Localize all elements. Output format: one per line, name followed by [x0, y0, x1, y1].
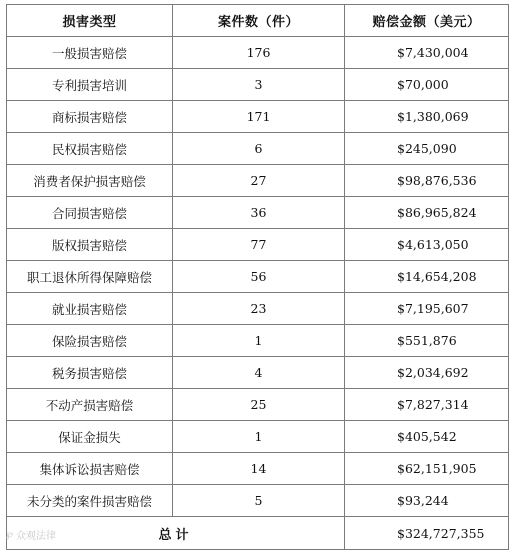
case-count-cell: 1: [173, 421, 345, 453]
table-body: [7, 37, 509, 550]
damages-table: [6, 4, 509, 550]
case-count-cell: 56: [173, 261, 345, 293]
case-count-cell: 5: [173, 485, 345, 517]
damages-table-container: [6, 4, 508, 550]
damage-type-cell: 专利损害培训: [7, 69, 173, 101]
compensation-amount-cell: $1,380,069: [345, 101, 509, 133]
compensation-amount-cell: $62,151,905: [345, 453, 509, 485]
total-row: [7, 517, 509, 550]
case-count-cell: 27: [173, 165, 345, 197]
damage-type-cell: 合同损害赔偿: [7, 197, 173, 229]
damage-type-cell: 职工退休所得保障赔偿: [7, 261, 173, 293]
compensation-amount-cell: $93,244: [345, 485, 509, 517]
table-row: [7, 325, 509, 357]
damage-type-cell: 未分类的案件损害赔偿: [7, 485, 173, 517]
compensation-amount-cell: $245,090: [345, 133, 509, 165]
damage-type-cell: 商标损害赔偿: [7, 101, 173, 133]
header-compensation-amount: 赔偿金额（美元）: [345, 5, 509, 37]
case-count-cell: 3: [173, 69, 345, 101]
case-count-cell: 25: [173, 389, 345, 421]
watermark: [6, 527, 56, 542]
case-count-cell: 23: [173, 293, 345, 325]
case-count-cell: 4: [173, 357, 345, 389]
table-row: [7, 261, 509, 293]
header-damage-type: 损害类型: [7, 5, 173, 37]
compensation-amount-cell: $551,876: [345, 325, 509, 357]
compensation-amount-cell: $4,613,050: [345, 229, 509, 261]
table-row: [7, 421, 509, 453]
table-row: [7, 37, 509, 69]
case-count-cell: 1: [173, 325, 345, 357]
compensation-amount-cell: $7,827,314: [345, 389, 509, 421]
damage-type-cell: 消费者保护损害赔偿: [7, 165, 173, 197]
total-amount: $324,727,355: [345, 517, 509, 550]
compensation-amount-cell: $98,876,536: [345, 165, 509, 197]
damage-type-cell: 就业损害赔偿: [7, 293, 173, 325]
compensation-amount-cell: $2,034,692: [345, 357, 509, 389]
table-row: [7, 229, 509, 261]
damage-type-cell: 版权损害赔偿: [7, 229, 173, 261]
damage-type-cell: 民权损害赔偿: [7, 133, 173, 165]
damage-type-cell: 税务损害赔偿: [7, 357, 173, 389]
compensation-amount-cell: $7,195,607: [345, 293, 509, 325]
compensation-amount-cell: $70,000: [345, 69, 509, 101]
case-count-cell: 36: [173, 197, 345, 229]
total-label: 总计: [7, 517, 345, 550]
watermark-text: 众观法律: [15, 531, 56, 542]
watermark-logo-icon: ℘: [6, 529, 13, 540]
damage-type-cell: 一般损害赔偿: [7, 37, 173, 69]
table-row: [7, 389, 509, 421]
damage-type-cell: 保险损害赔偿: [7, 325, 173, 357]
case-count-cell: 14: [173, 453, 345, 485]
damage-type-cell: 不动产损害赔偿: [7, 389, 173, 421]
damage-type-cell: 集体诉讼损害赔偿: [7, 453, 173, 485]
compensation-amount-cell: $7,430,004: [345, 37, 509, 69]
damage-type-cell: 保证金损失: [7, 421, 173, 453]
table-row: [7, 357, 509, 389]
case-count-cell: 77: [173, 229, 345, 261]
table-row: [7, 485, 509, 517]
case-count-cell: 6: [173, 133, 345, 165]
compensation-amount-cell: $405,542: [345, 421, 509, 453]
case-count-cell: 171: [173, 101, 345, 133]
table-row: [7, 69, 509, 101]
table-row: [7, 101, 509, 133]
table-row: [7, 453, 509, 485]
table-row: [7, 133, 509, 165]
table-row: [7, 293, 509, 325]
table-row: [7, 197, 509, 229]
table-row: [7, 165, 509, 197]
compensation-amount-cell: $86,965,824: [345, 197, 509, 229]
header-case-count: 案件数（件）: [173, 5, 345, 37]
compensation-amount-cell: $14,654,208: [345, 261, 509, 293]
table-header-row: [7, 5, 509, 37]
case-count-cell: 176: [173, 37, 345, 69]
